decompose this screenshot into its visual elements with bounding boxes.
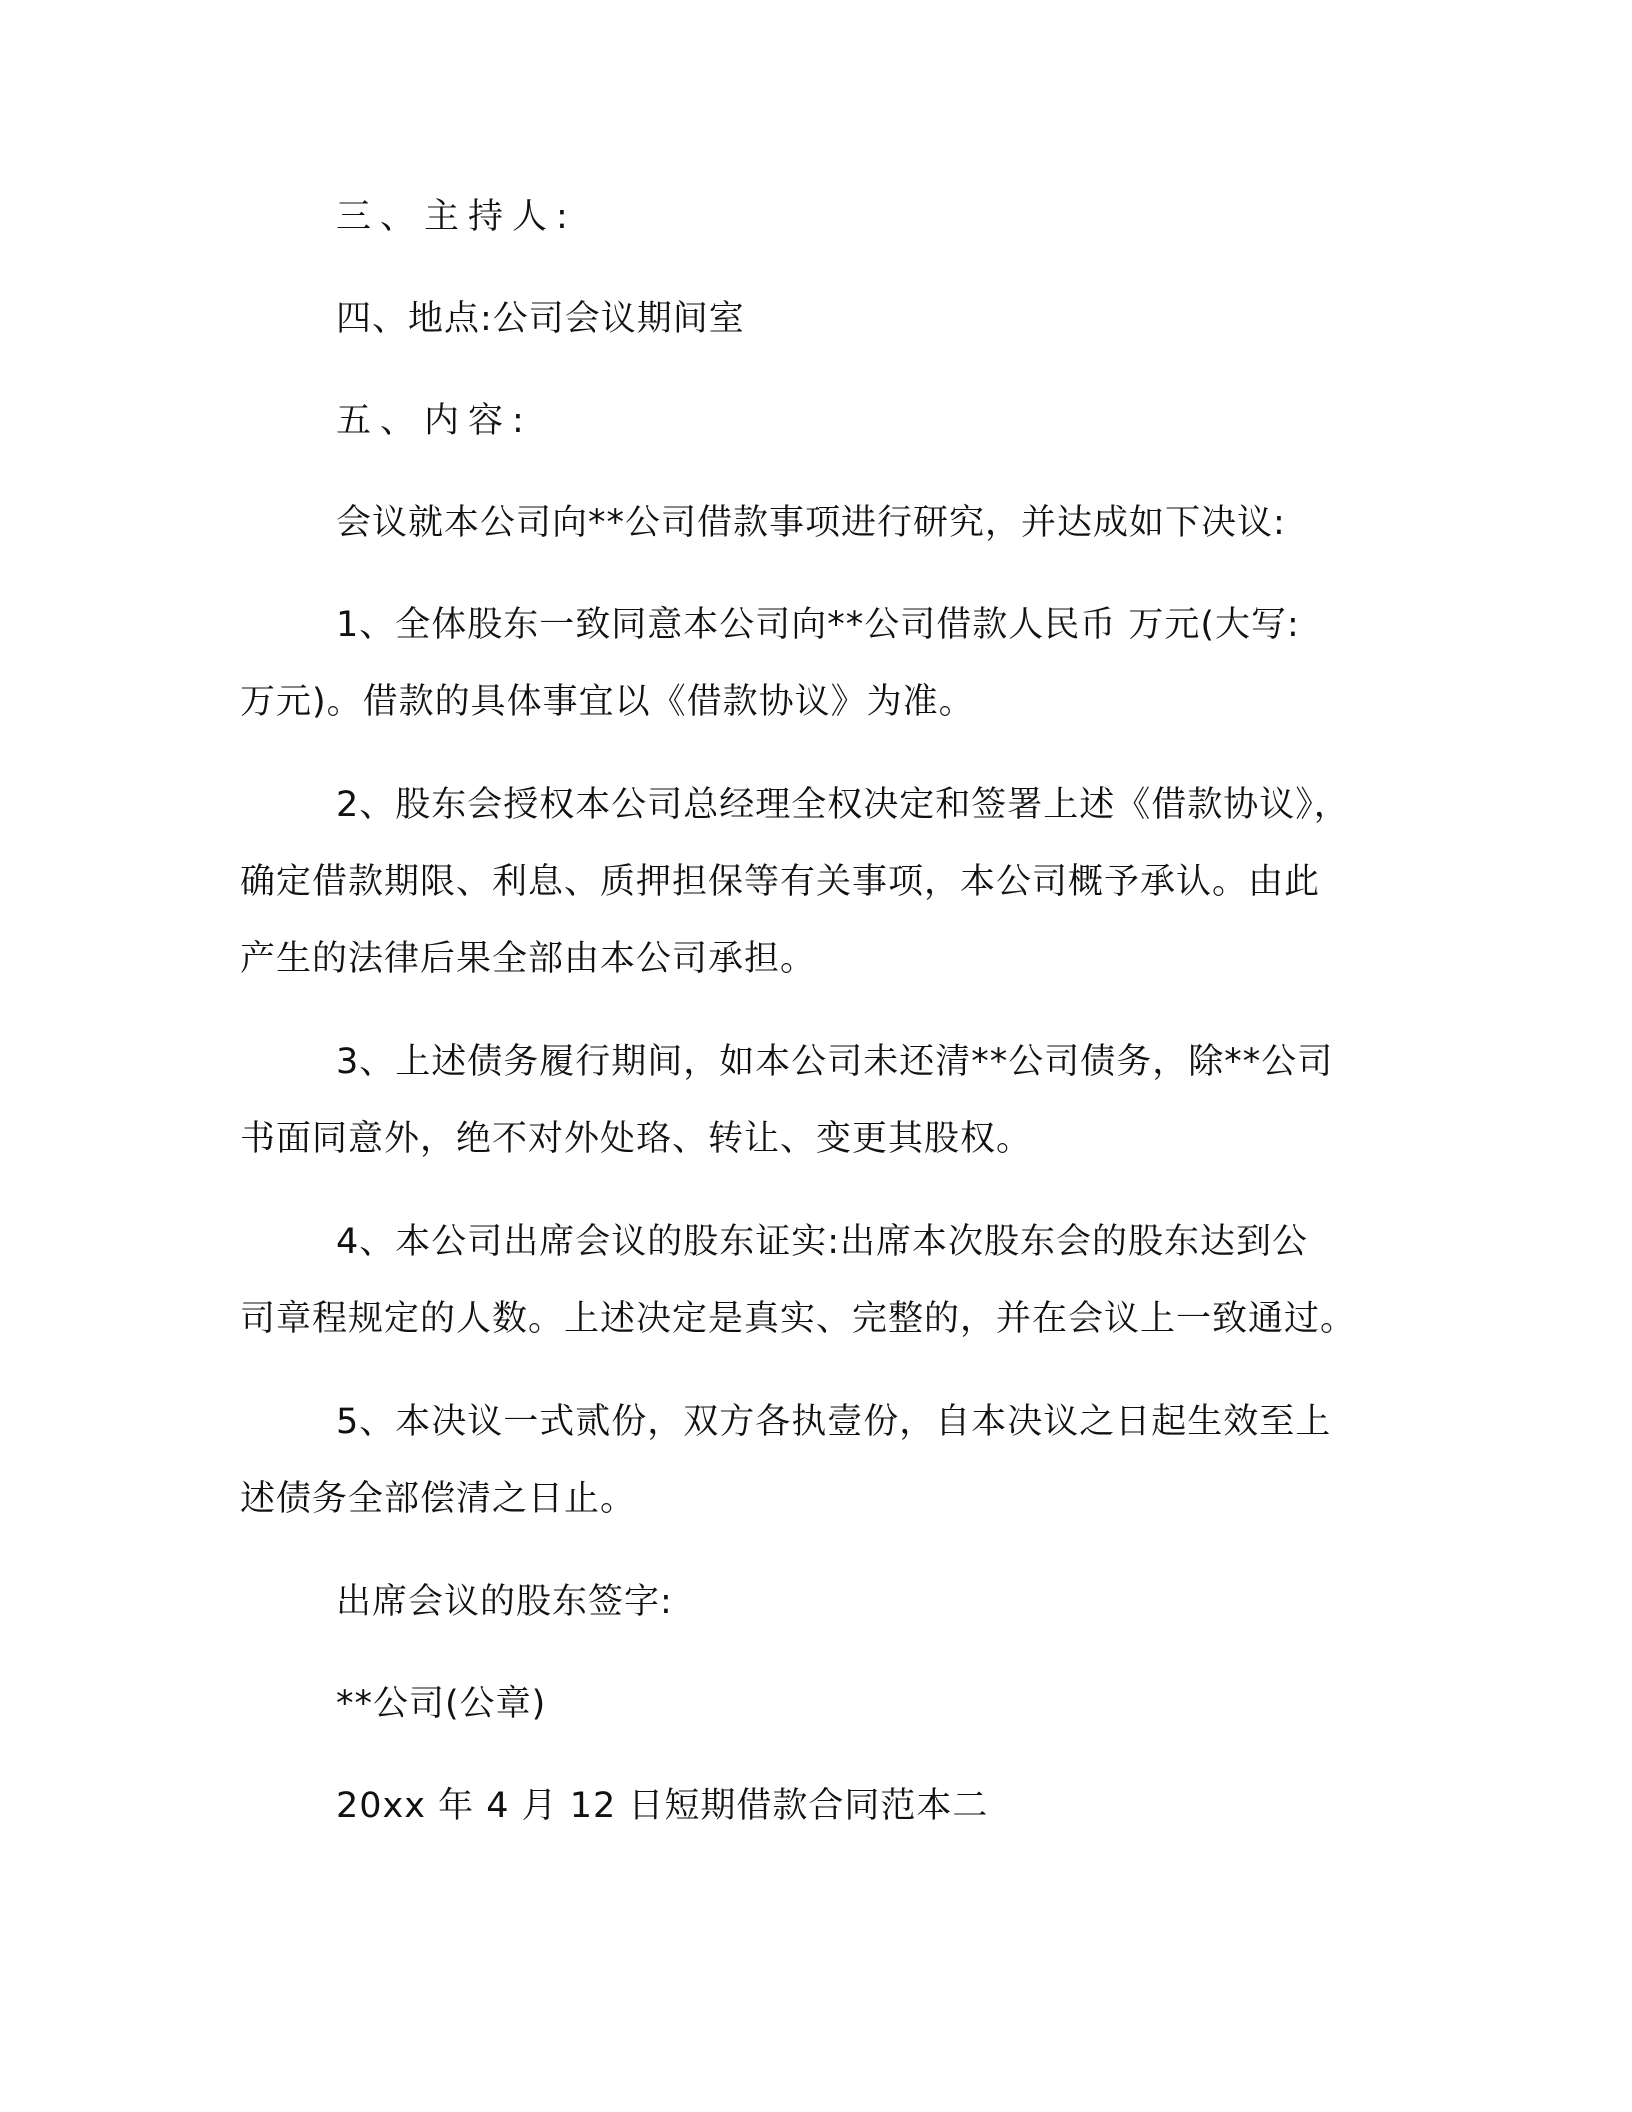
signature-label: 出席会议的股东签字: (336, 1582, 673, 1622)
clause-1-line-2: 万元)。借款的具体事宜以《借款协议》为准。 (240, 682, 975, 722)
clause-5-line-1: 5、本决议一式贰份，双方各执壹份，自本决议之日起生效至上 (336, 1402, 1332, 1442)
clause-2-line-1: 2、股东会授权本公司总经理全权决定和签署上述《借款协议》， (336, 785, 1350, 825)
clause-4-line-1: 4、本公司出席会议的股东证实:出席本次股东会的股东达到公 (336, 1222, 1309, 1262)
clause-2-line-3: 产生的法律后果全部由本公司承担。 (240, 939, 817, 979)
clause-5-line-2: 述债务全部偿清之日止。 (240, 1479, 637, 1519)
heading-host: 三、主持人: (336, 197, 577, 237)
company-seal-line: **公司(公章) (336, 1684, 547, 1724)
date-and-next-title: 20xx 年 4 月 12 日短期借款合同范本二 (336, 1786, 989, 1826)
clause-4-line-2: 司章程规定的人数。上述决定是真实、完整的，并在会议上一致通过。 (240, 1299, 1357, 1339)
heading-content: 五、内容: (336, 401, 533, 441)
heading-location: 四、地点:公司会议期间室 (336, 299, 745, 339)
clause-1-line-1: 1、全体股东一致同意本公司向**公司借款人民币 万元(大写: (336, 605, 1300, 645)
clause-3-line-2: 书面同意外，绝不对外处珞、转让、变更其股权。 (240, 1119, 1033, 1159)
clause-3-line-1: 3、上述债务履行期间，如本公司未还清**公司债务，除**公司 (336, 1042, 1334, 1082)
intro-paragraph: 会议就本公司向**公司借款事项进行研究，并达成如下决议: (336, 503, 1286, 543)
clause-2-line-2: 确定借款期限、利息、质押担保等有关事项，本公司概予承认。由此 (240, 862, 1321, 902)
